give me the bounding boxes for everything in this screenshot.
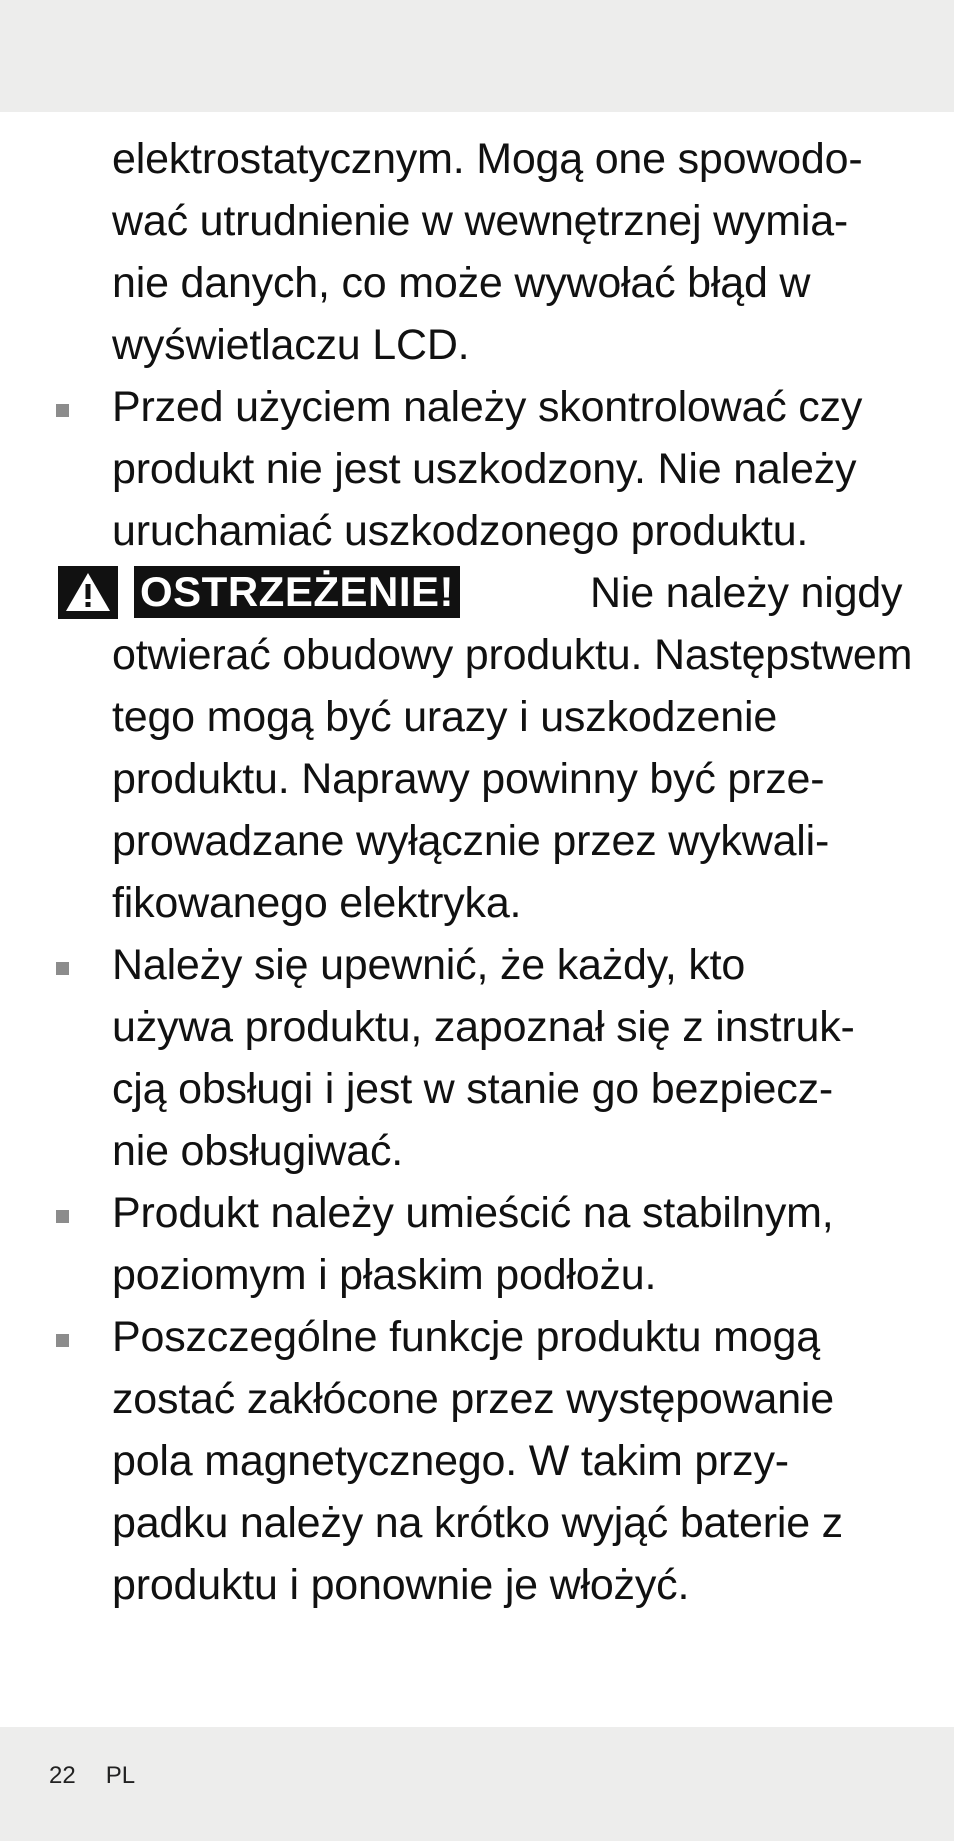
text-line: produktu i ponownie je włożyć.	[112, 1561, 690, 1609]
text-line: zostać zakłócone przez występowanie	[112, 1375, 834, 1423]
text-line: wyświetlaczu LCD.	[112, 321, 470, 369]
warning-heading	[58, 564, 460, 620]
square-bullet-icon	[56, 404, 69, 417]
square-bullet-icon	[56, 1334, 69, 1347]
text-line: tego mogą być urazy i uszkodzenie	[112, 693, 778, 741]
text-line: produkt nie jest uszkodzony. Nie należy	[112, 445, 857, 493]
square-bullet-icon	[56, 962, 69, 975]
text-line: uruchamiać uszkodzonego produktu.	[112, 507, 809, 555]
list-item-magnetic-field	[0, 1306, 954, 1616]
warning-label: OSTRZEŻENIE!	[134, 566, 460, 618]
list-item-inspect-product	[0, 376, 954, 562]
text-line: nie obsługiwać.	[112, 1127, 404, 1175]
list-item-read-instructions	[0, 934, 954, 1182]
page-footer	[49, 1762, 135, 1790]
text-line: Poszczególne funkcje produktu mogą	[112, 1313, 820, 1361]
text-line: Przed użyciem należy skontrolować czy	[112, 383, 863, 431]
document-body	[0, 128, 954, 1616]
text-line: Nie należy nigdy	[590, 569, 903, 617]
text-line: pola magnetycznego. W takim przy-	[112, 1437, 789, 1485]
text-line: wać utrudnienie w wewnętrznej wymia-	[112, 197, 849, 245]
footer-band	[0, 1727, 954, 1841]
text-line: Należy się upewnić, że każdy, kto	[112, 941, 746, 989]
text-line: używa produktu, zapoznał się z instruk-	[112, 1003, 855, 1051]
text-line: produktu. Naprawy powinny być prze-	[112, 755, 825, 803]
language-code: PL	[105, 1762, 136, 1789]
text-line: prowadzane wyłącznie przez wykwali-	[112, 817, 830, 865]
text-line: nie danych, co może wywołać błąd w	[112, 259, 811, 307]
text-line: otwierać obudowy produktu. Następstwem	[112, 631, 913, 679]
warning-block	[0, 562, 954, 934]
warning-triangle-icon	[58, 566, 118, 619]
list-item-stable-surface	[0, 1182, 954, 1306]
header-band	[0, 0, 954, 112]
text-line: poziomym i płaskim podłożu.	[112, 1251, 657, 1299]
page-number: 22	[49, 1762, 76, 1789]
text-line: padku należy na krótko wyjąć baterie z	[112, 1499, 843, 1547]
text-line: Produkt należy umieścić na stabilnym,	[112, 1189, 834, 1237]
text-line: cją obsługi i jest w stanie go bezpiecz-	[112, 1065, 833, 1113]
continued-paragraph	[0, 128, 954, 376]
square-bullet-icon	[56, 1210, 69, 1223]
text-line: fikowanego elektryka.	[112, 879, 522, 927]
text-line: elektrostatycznym. Mogą one spowodo-	[112, 135, 863, 183]
